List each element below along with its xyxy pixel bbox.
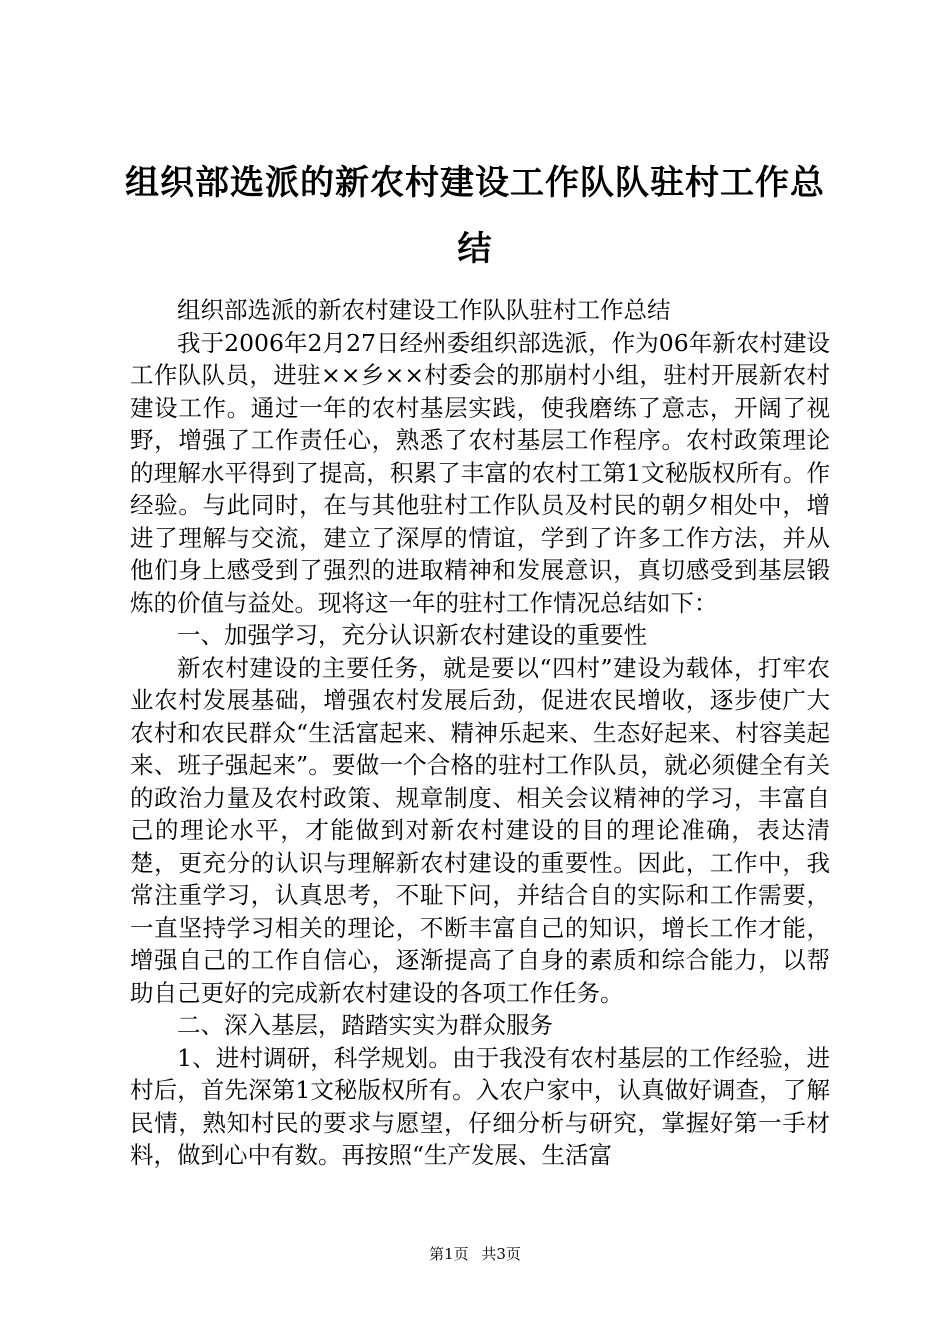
document-title: 组织部选派的新农村建设工作队队驻村工作总结 [125,163,825,269]
intro-paragraph: 我于2006年2月27日经州委组织部选派，作为06年新农村建设工作队队员，进驻××乡××村委会的那崩村小组，驻村开展新农村建设工作。通过一年的农村基层实践，使我磨练了意志，开阔了视野，增强了工作责任心，熟悉了农村基层工作程序。农村政策理论的理解水平得到了提高，积累了丰富的农村工第1文秘版权所有。作经验。与此同时，在与其他驻村工作队员及村民的朝夕相处中，增进了理解与交流，建立了深厚的情谊，学到了许多工作方法，并从他们身上感受到了强烈的进取精神和发展意识，真切感受到基层锻炼的价值与益处。现将这一年的驻村工作情况总结如下： [130,328,830,617]
page-footer [0,1244,950,1264]
page-number: 第1页 [429,1245,469,1263]
document-body [130,294,830,1172]
section-2-paragraph: 1、进村调研，科学规划。由于我没有农村基层的工作经验，进村后，首先深第1文秘版权所有。入农户家中，认真做好调查，了解民情，熟知村民的要求与愿望，仔细分析与研究，掌握好第一手材料，做到心中有数。再按照“生产发展、生活富 [130,1043,830,1169]
section-1-paragraph: 新农村建设的主要任务，就是要以“四村”建设为载体，打牢农业农村发展基础，增强农村发展后劲，促进农民增收，逐步使广大农村和农民群众“生活富起来、精神乐起来、生态好起来、村容美起来、班子强起来”。要做一个合格的驻村工作队员，就必须健全有关的政治力量及农村政策、规章制度、相关会议精神的学习，丰富自己的理论水平，才能做到对新农村建设的目的理论准确，表达清楚，更充分的认识与理解新农村建设的重要性。因此，工作中，我常注重学习，认真思考，不耻下问，并结合自的实际和工作需要，一直坚持学习相关的理论，不断丰富自己的知识，增长工作才能，增强自己的工作自信心，逐渐提高了自身的素质和综合能力，以帮助自己更好的完成新农村建设的各项工作任务。 [130,653,830,1007]
section-heading-1: 一、加强学习，充分认识新农村建设的重要性 [177,621,647,649]
section-heading-2: 二、深入基层，踏踏实实为群众服务 [177,1011,553,1039]
page-total: 共3页 [481,1245,521,1263]
subtitle-paragraph: 组织部选派的新农村建设工作队队驻村工作总结 [177,296,671,324]
